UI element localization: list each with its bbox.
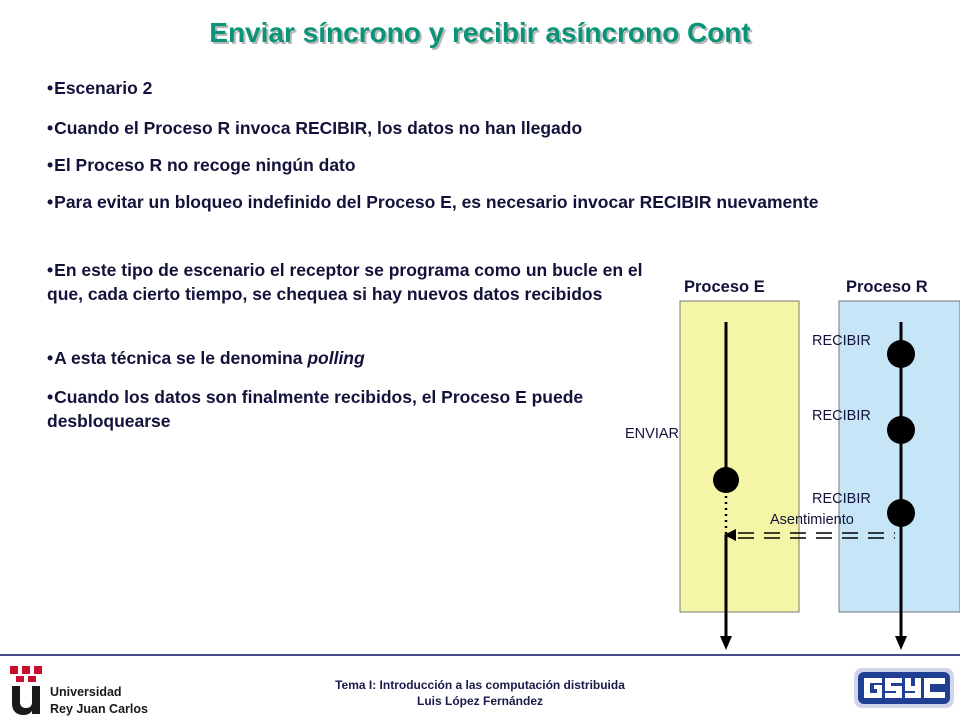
send-label: ENVIAR xyxy=(625,426,679,442)
receive-event xyxy=(887,416,915,444)
bullet-item: •En este tipo de escenario el receptor se programa como un bucle en el que, cada cierto tiempo, se chequea si hay nuevos datos recibidos xyxy=(47,260,643,304)
receive-event xyxy=(887,340,915,368)
bullet-emphasis: polling xyxy=(307,348,365,368)
ack-label: Asentimiento xyxy=(770,512,854,528)
bullet-text: A esta técnica se le denomina xyxy=(54,348,308,368)
bullet-text: Cuando el Proceso R invoca RECIBIR, los datos no han llegado xyxy=(54,118,583,138)
footer-credits xyxy=(0,677,960,709)
send-event xyxy=(713,467,739,493)
university-line: Rey Juan Carlos xyxy=(50,702,148,716)
bullet-item: •Escenario 2 xyxy=(47,78,153,98)
receive-event xyxy=(887,499,915,527)
bullet-text: Escenario 2 xyxy=(54,78,153,98)
process-r-arrowhead xyxy=(895,636,907,650)
bullet-text: Cuando los datos son finalmente recibidos, el Proceso E puede desbloquearse xyxy=(47,387,584,431)
university-line: Universidad xyxy=(50,685,122,699)
bullet-text: El Proceso R no recoge ningún dato xyxy=(54,155,356,175)
bullet-item: •A esta técnica se le denomina polling xyxy=(47,348,365,368)
bullet-item: •El Proceso R no recoge ningún dato xyxy=(47,155,356,175)
receive-label: RECIBIR xyxy=(812,408,871,424)
bullet-item: •Para evitar un bloqueo indefinido del Proceso E, es necesario invocar RECIBIR nuevamente xyxy=(47,192,819,212)
process-e-arrowhead xyxy=(720,636,732,650)
receive-label: RECIBIR xyxy=(812,333,871,349)
bullet-item: •Cuando el Proceso R invoca RECIBIR, los datos no han llegado xyxy=(47,118,583,138)
process-r-label: Proceso R xyxy=(846,278,928,296)
page-title: Enviar síncrono y recibir asíncrono Cont xyxy=(209,17,751,48)
gsyc-logo-icon xyxy=(852,664,956,712)
process-e-label: Proceso E xyxy=(684,278,765,296)
footer-line-2: Luis López Fernández xyxy=(416,694,543,708)
bullet-text: En este tipo de escenario el receptor se programa como un bucle en el que, cada cierto tiempo, se chequea si hay nuevos datos recibidos xyxy=(47,260,643,304)
process-e-box xyxy=(680,301,799,612)
footer-divider xyxy=(0,654,960,656)
bullet-item: •Cuando los datos son finalmente recibidos, el Proceso E puede desbloquearse xyxy=(47,387,584,431)
receive-label: RECIBIR xyxy=(812,491,871,507)
footer-line-1: Tema I: Introducción a las computación distribuida xyxy=(335,678,625,692)
bullet-text: Para evitar un bloqueo indefinido del Proceso E, es necesario invocar RECIBIR nuevamente xyxy=(54,192,819,212)
